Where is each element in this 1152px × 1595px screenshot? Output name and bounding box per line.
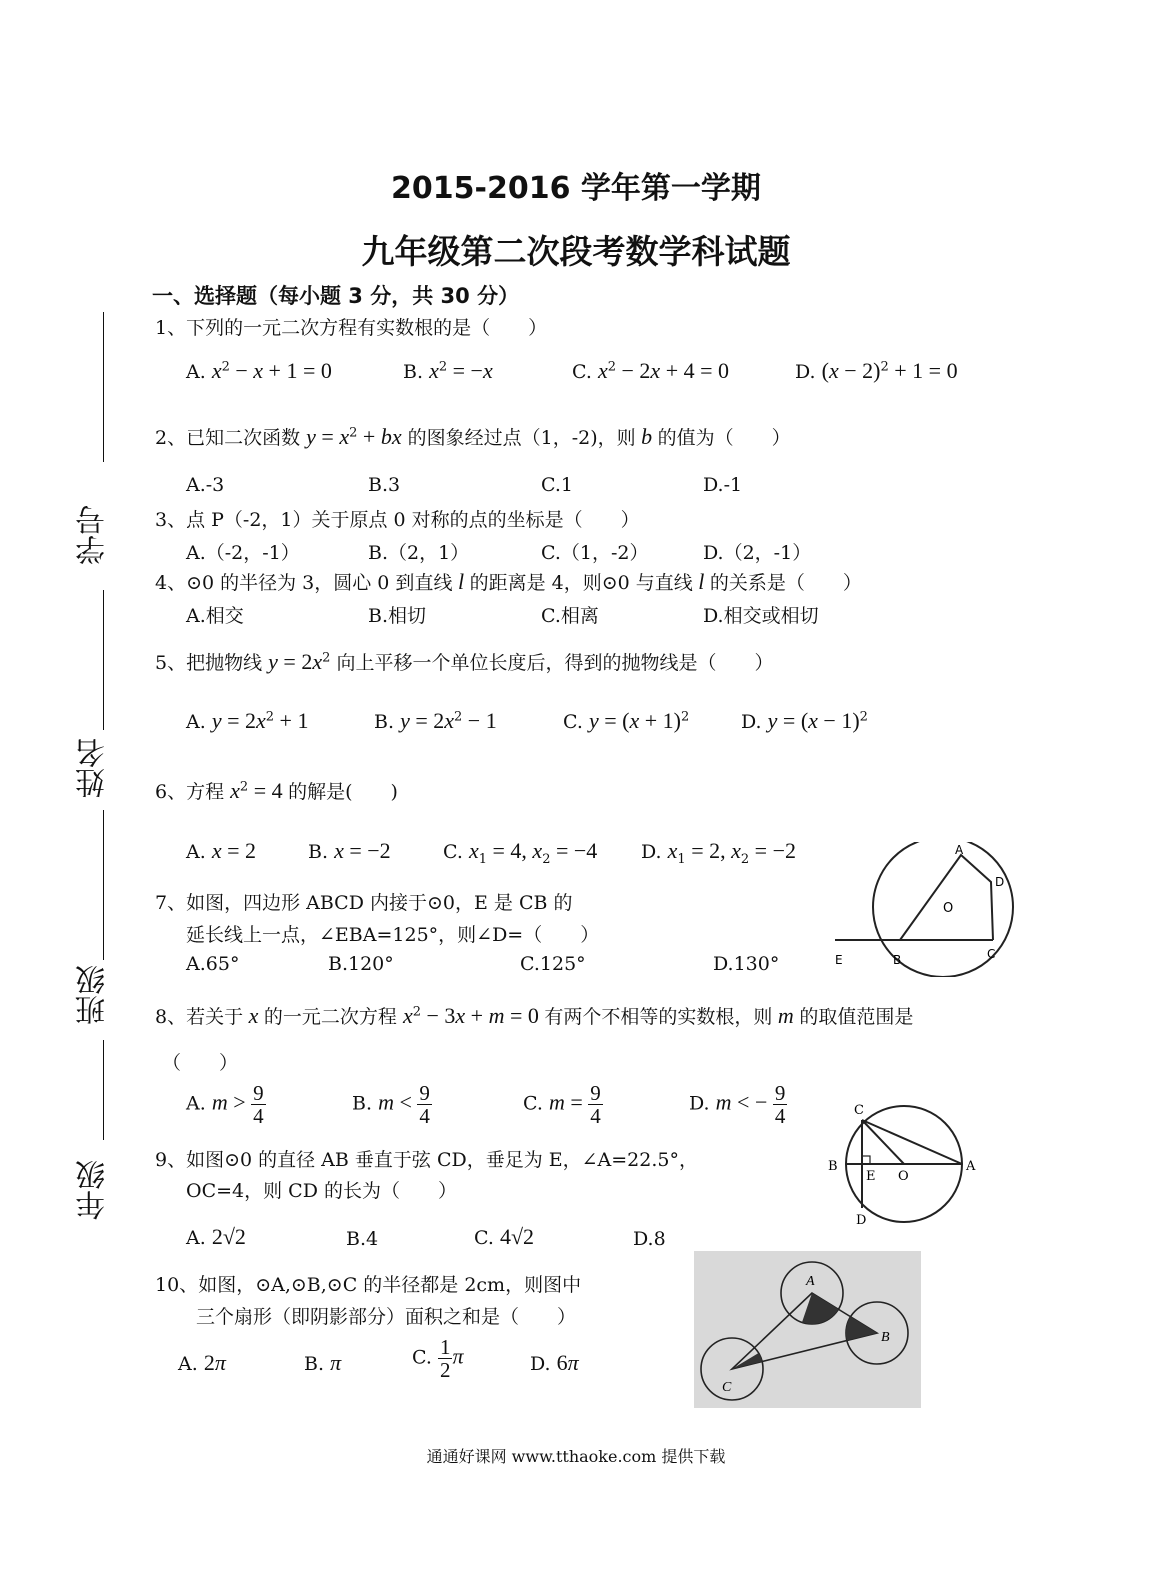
question-8: 8、若关于 x 的一元二次方程 $x^2 - 3x + m = 0$ 有两个不相等的实数根，则 m 的取值范围是: [155, 1003, 914, 1028]
q9-label-e: E: [866, 1169, 876, 1184]
q10-label-c: C: [722, 1380, 732, 1395]
student-name-label: 姓名: [76, 738, 111, 798]
q1-option-c: C. $x^2 - 2x + 4 = 0$: [572, 358, 730, 383]
q9-label-o: O: [898, 1169, 909, 1184]
exam-title-subject: 九年级第二次段考数学科试题: [361, 232, 791, 271]
q10-option-a: A. 2π: [178, 1350, 226, 1375]
q1-option-b: B. $x^2 = -x$: [403, 358, 493, 383]
q10-option-c: C. $\frac{1}{2}$ π: [412, 1335, 464, 1383]
question-2: 2、已知二次函数 $y = x^2$ + bx 的图象经过点（1，-2)，则 b 的值为（ ）: [155, 424, 791, 449]
question-6: 6、方程 $x^2 = 4$ 的解是( ): [155, 778, 398, 803]
q7-circle-figure: [825, 842, 1020, 977]
question-8-line2: （ ）: [162, 1052, 239, 1074]
question-1: 1、下列的一元二次方程有实数根的是（ ）: [155, 317, 548, 339]
question-9: 9、如图⊙0 的直径 AB 垂直于弦 CD，垂足为 E，∠A=22.5°，: [155, 1149, 698, 1171]
q5-option-c: C. $y = (x + 1)^2$: [563, 708, 690, 733]
question-10-line2: 三个扇形（即阴影部分）面积之和是（ ）: [196, 1306, 577, 1328]
q6-option-c: C. $x_1 = 4$, $x_2 = -4$: [443, 838, 598, 867]
q7-label-d: D: [995, 875, 1005, 889]
q7-label-c: C: [987, 947, 996, 961]
q9-option-b: B.4: [346, 1228, 379, 1250]
binding-line: [103, 1040, 104, 1140]
q1-option-d: D. $(x - 2)^2 + 1 = 0$: [795, 358, 958, 383]
q2-option-b: B.3: [368, 474, 401, 496]
section-heading: 一、选择题（每小题 3 分，共 30 分）: [152, 284, 520, 308]
q7-option-b: B.120°: [328, 953, 394, 975]
q4-option-a: A.相交: [186, 605, 244, 627]
q2-option-a: A.-3: [186, 474, 225, 496]
q9-circle-figure: [822, 1098, 992, 1228]
binding-line: [103, 810, 104, 960]
class-label: 班级: [76, 965, 111, 1025]
question-5: 5、把抛物线 $y = 2x^2$ 向上平移一个单位长度后，得到的抛物线是（ ）: [155, 649, 774, 674]
q10-triangle-circles-figure: [694, 1251, 921, 1408]
q9-label-a: A: [966, 1159, 976, 1174]
q7-label-a: A: [955, 843, 964, 857]
q7-label-b: B: [893, 953, 902, 967]
q9-label-d: D: [856, 1213, 867, 1228]
q5-option-d: D. $y = (x - 1)^2$: [741, 708, 868, 733]
q7-label-o: O: [943, 901, 954, 916]
q4-option-c: C.相离: [541, 605, 599, 627]
q8-option-c: C. m = $\frac{9}{4}$: [523, 1081, 601, 1129]
q4-option-d: D.相交或相切: [703, 605, 819, 627]
q8-option-b: B. m < $\frac{9}{4}$: [352, 1081, 430, 1129]
q9-option-a: A. 2√2: [186, 1224, 246, 1249]
q8-option-d: D. m < − $\frac{9}{4}$: [689, 1081, 786, 1129]
q2-option-d: D.-1: [703, 474, 743, 496]
question-9-line2: OC=4，则 CD 的长为（ ）: [186, 1180, 457, 1202]
q3-option-d: D.（2，-1）: [703, 542, 812, 564]
binding-line: [103, 312, 104, 462]
q7-option-a: A.65°: [186, 953, 240, 975]
q6-option-a: A. x = 2: [186, 838, 256, 863]
q9-option-c: C. 4√2: [474, 1224, 535, 1249]
q7-option-d: D.130°: [713, 953, 780, 975]
q6-option-b: B. x = −2: [308, 838, 391, 863]
q5-option-a: A. $y = 2x^2 + 1$: [186, 708, 309, 733]
q10-option-b: B. π: [304, 1350, 342, 1375]
q1-option-a: A. $x^2 - x + 1 = 0$: [186, 358, 332, 383]
question-7: 7、如图，四边形 ABCD 内接于⊙0，E 是 CB 的: [155, 892, 573, 914]
grade-label: 年级: [76, 1160, 111, 1220]
question-3: 3、点 P（-2，1）关于原点 0 对称的点的坐标是（ ）: [155, 509, 640, 531]
q3-option-b: B.（2，1）: [368, 542, 470, 564]
q10-option-d: D. 6π: [530, 1350, 579, 1375]
binding-line: [103, 590, 104, 730]
question-7-line2: 延长线上一点，∠EBA=125°，则∠D=（ ）: [186, 924, 600, 946]
q9-label-b: B: [828, 1159, 838, 1174]
exam-title-year: 2015-2016 学年第一学期: [391, 171, 761, 206]
q3-option-c: C.（1，-2）: [541, 542, 649, 564]
q9-option-d: D.8: [633, 1228, 666, 1250]
q6-option-d: D. $x_1 = 2$, $x_2 = -2$: [641, 838, 796, 867]
q4-option-b: B.相切: [368, 605, 427, 627]
student-id-label: 学号: [76, 505, 111, 565]
q8-option-a: A. m > $\frac{9}{4}$: [186, 1081, 264, 1129]
q2-option-c: C.1: [541, 474, 573, 496]
q3-option-a: A.（-2，-1）: [186, 542, 300, 564]
q10-label-b: B: [881, 1330, 890, 1345]
q5-option-b: B. $y = 2x^2 - 1$: [374, 708, 497, 733]
q7-option-c: C.125°: [520, 953, 586, 975]
q10-label-a: A: [806, 1274, 815, 1289]
q7-label-e: E: [835, 953, 843, 967]
question-4: 4、⊙0 的半径为 3，圆心 0 到直线 l 的距离是 4，则⊙0 与直线 l 的关系是（ ）: [155, 569, 862, 594]
question-10: 10、如图，⊙A,⊙B,⊙C 的半径都是 2cm，则图中: [155, 1274, 582, 1296]
q9-label-c: C: [854, 1103, 864, 1118]
footer-source: 通通好课网 www.tthaoke.com 提供下载: [426, 1447, 726, 1466]
